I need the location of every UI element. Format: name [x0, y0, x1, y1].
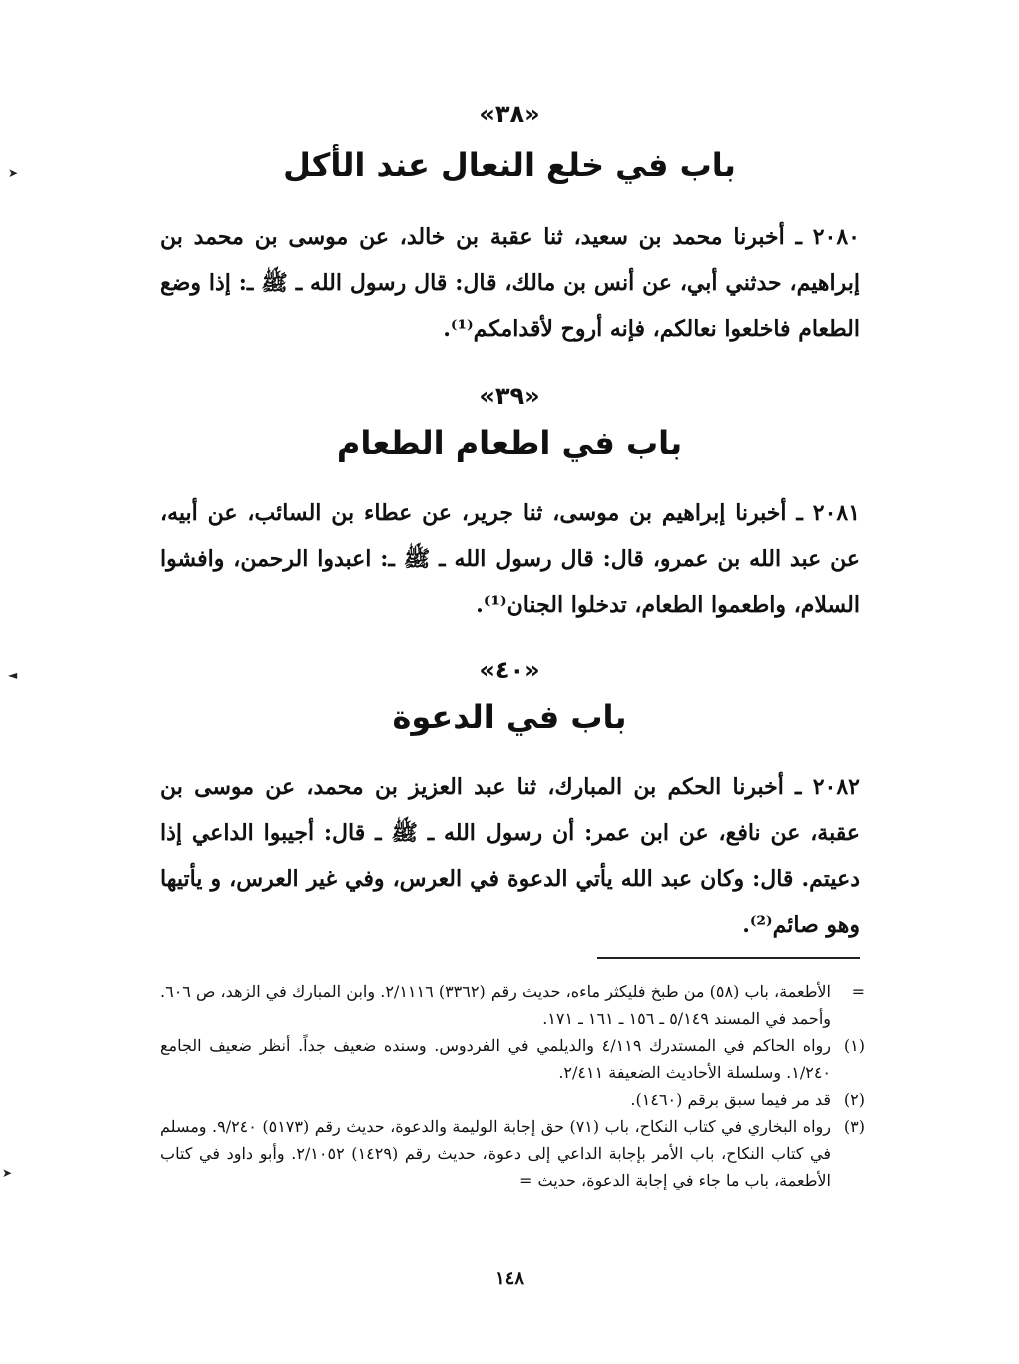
hadith-text: ٢٠٨٠ ـ أخبرنا محمد بن سعيد، ثنا عقبة بن خالد، عن موسى بن محمد بن إبراهيم، حدثني أبي، عن أنس بن مالك، قال: قال رسول الله ـ ﷺ ـ: إذا وضع الطعام فاخلعوا نعالكم، فإنه أروح لأقدامكم⁽¹⁾.	[160, 224, 860, 342]
hadith-text: ٢٠٨١ ـ أخبرنا إبراهيم بن موسى، ثنا جرير، عن عطاء بن السائب، عن أبيه، عن عبد الله بن عمرو، قال: قال رسول الله ـ ﷺ ـ: اعبدوا الرحمن، وافشوا السلام، واطعموا الطعام، تدخلوا الجنان⁽¹⁾.	[160, 500, 861, 618]
footnote-text: رواه الحاكم في المستدرك ٤/١١٩ والديلمي في الفردوس. وسنده ضعيف جداً. أنظر ضعيف الجامع ١/٢٤٠. وسلسلة الأحاديث الضعيفة ٢/٤١١.	[160, 1036, 831, 1082]
chapter-number: «٣٩»	[479, 382, 540, 410]
footnote	[160, 1086, 865, 1113]
footnotes	[160, 978, 865, 1194]
chapter-title: باب في خلع النعال عند الأكل	[283, 146, 736, 184]
footnote-text: رواه البخاري في كتاب النكاح، باب (٧١) حق إجابة الوليمة والدعوة، حديث رقم (٥١٧٣) ٩/٢٤٠. ومسلم في كتاب النكاح، باب الأمر بإجابة الداعي إلى دعوة، حديث رقم (١٤٢٩) ٢/١٠٥٢. وأبو داود في كتاب الأطعمة، باب ما جاء في إجابة الدعوة، حديث =	[160, 1117, 832, 1190]
footnote-mark: (١)	[843, 1036, 865, 1055]
chapter-title: باب في الدعوة	[392, 698, 627, 736]
chapter-title: باب في اطعام الطعام	[336, 424, 683, 462]
footnote	[160, 978, 865, 1032]
margin-mark: ◄	[8, 668, 18, 682]
footnote-mark: =	[851, 982, 865, 1001]
footnote-mark: (٣)	[843, 1117, 865, 1136]
margin-mark: ➤	[8, 166, 19, 180]
footnote	[160, 1032, 865, 1086]
margin-mark: ➤	[2, 1166, 13, 1180]
hadith-text: ٢٠٨٢ ـ أخبرنا الحكم بن المبارك، ثنا عبد العزيز بن محمد، عن موسى بن عقبة، عن نافع، عن ابن عمر: أن رسول الله ـ ﷺ ـ قال: أجيبوا الداعي إذا دعيتم. قال: وكان عبد الله يأتي الدعوة في العرس، وفي غير العرس، و يأتيها وهو صائم⁽²⁾.	[160, 774, 860, 938]
page-number: ١٤٨	[494, 1268, 524, 1289]
chapter-number: «٣٨»	[479, 100, 540, 128]
footnote	[160, 1113, 865, 1194]
chapter-number: «٤٠»	[479, 656, 540, 684]
footnote-mark: (٢)	[843, 1090, 865, 1109]
footnote-separator	[597, 957, 860, 959]
footnote-text: قد مر فيما سبق برقم (١٤٦٠).	[630, 1090, 831, 1109]
footnote-text: الأطعمة، باب (٥٨) من طبخ فليكثر ماءه، حديث رقم (٣٣٦٢) ٢/١١١٦. وابن المبارك في الزهد، ص ٦٠٦. وأحمد في المسند ٥/١٤٩ ـ ١٥٦ ـ ١٦١ ـ ١٧١.	[160, 982, 832, 1028]
